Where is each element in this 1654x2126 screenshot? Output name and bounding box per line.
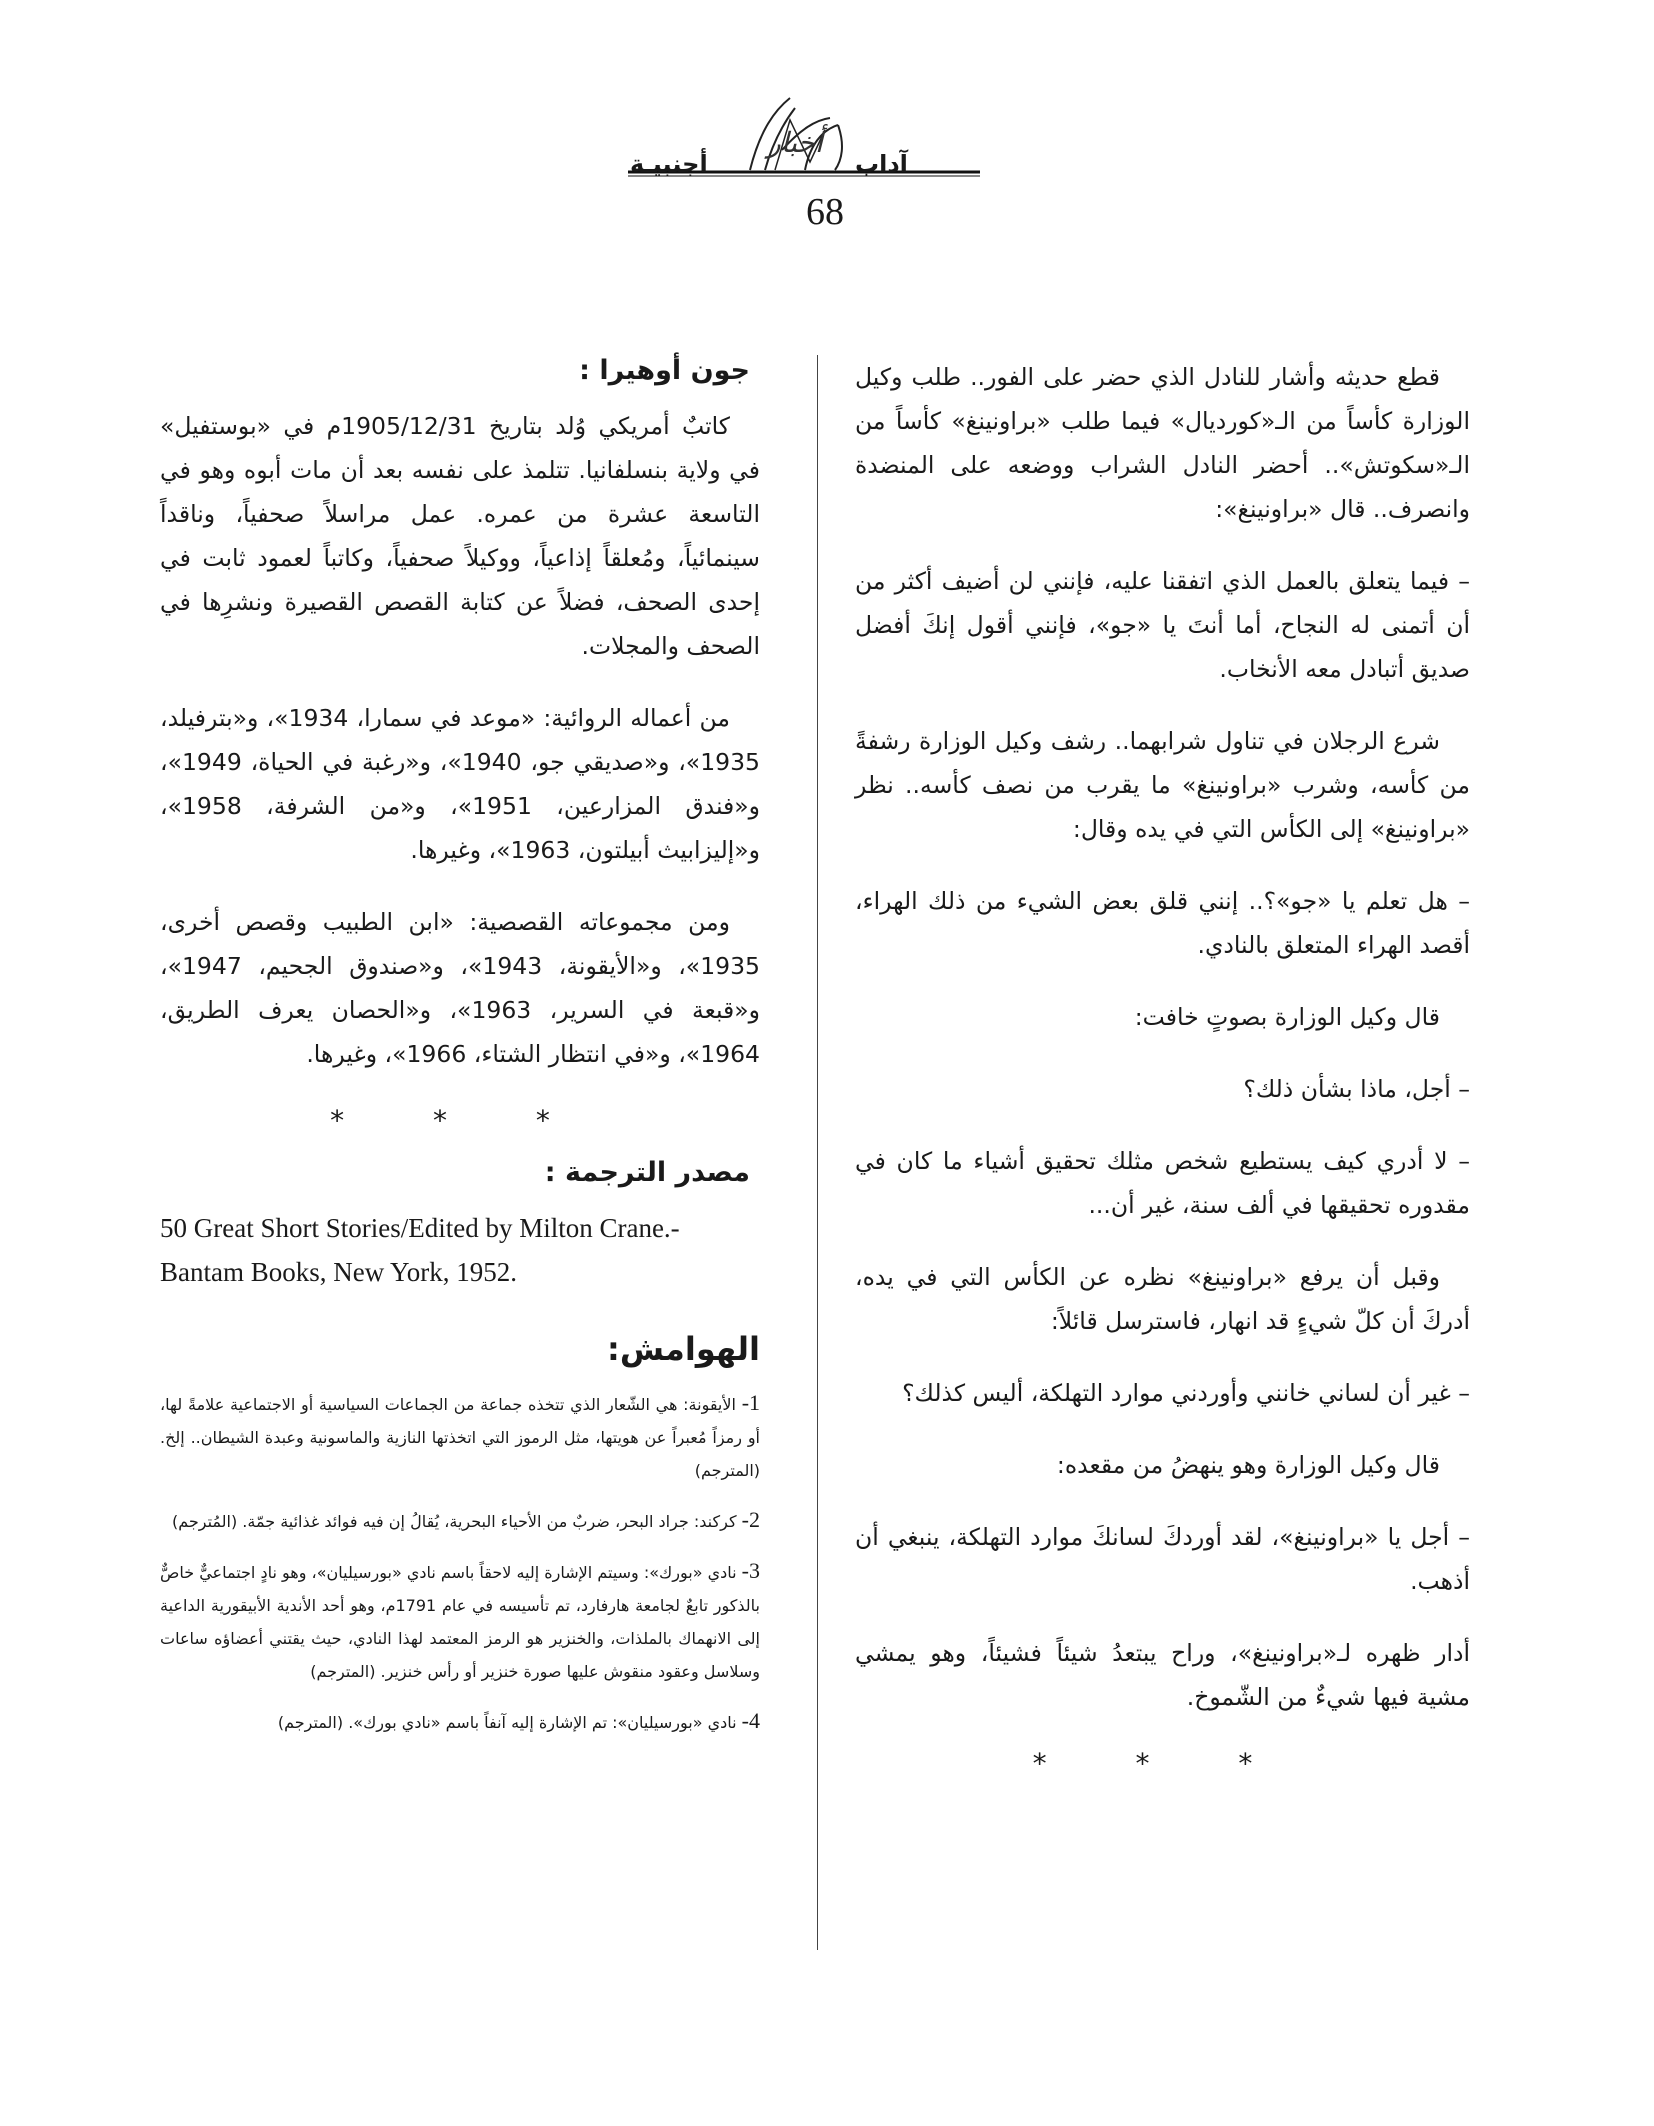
akhbar-logo-icon bbox=[600, 90, 1000, 270]
bio-paragraph: كاتبٌ أمريكي وُلد بتاريخ 1905/12/31م في «بوستفيل» في ولاية بنسلفانيا. تتلمذ على نفسه بعد أن مات أبوه وهو في التاسعة عشرة من عمره. عمل مراسلاً صحفياً، وناقداً سينمائياً، ومُعلقاً إذاعياً، ووكيلاً صحفياً، وكاتباً لعمود ثابت في إحدى الصحف، فضلاً عن كتابة القصص القصيرة ونشرِها في الصحف والمجلات. bbox=[160, 412, 760, 660]
footnote-text: نادي «بورسيليان»: تم الإشارة إليه آنفاً باسم «نادي بورك». (المترجم) bbox=[277, 1713, 737, 1732]
story-paragraph: قال وكيل الوزارة وهو ينهضُ من مقعده: bbox=[1056, 1451, 1440, 1479]
story-paragraph: – لا أدري كيف يستطيع شخص مثلك تحقيق أشياء ما كان في مقدوره تحقيقها في ألف سنة، غير أن... bbox=[855, 1147, 1470, 1219]
story-paragraph: – أجل، ماذا بشأن ذلك؟ bbox=[1243, 1075, 1470, 1103]
story-paragraph: شرع الرجلان في تناول شرابهما.. رشف وكيل الوزارة رشفةً من كأسه، وشرب «براونينغ» ما يقرب من نصف كأسه.. نظر «براونينغ» إلى الكأس التي في يده وقال: bbox=[855, 727, 1470, 843]
footnote-number: 2- bbox=[741, 1507, 760, 1532]
footnote bbox=[160, 1554, 760, 1688]
story-paragraph: – أجل يا «براونينغ»، لقد أوردكَ لسانكَ موارد التهلكة، ينبغي أن أذهب. bbox=[855, 1523, 1470, 1595]
source-citation: 50 Great Short Stories/Edited by Milton Crane.- Bantam Books, New York, 1952. bbox=[160, 1213, 680, 1287]
section-break-stars: * * * bbox=[330, 1104, 590, 1137]
page-number: 68 bbox=[806, 191, 844, 233]
page-header bbox=[600, 90, 1000, 270]
author-column bbox=[160, 355, 760, 1755]
bio-paragraph: من أعماله الروائية: «موعد في سمارا، 1934»، و«بترفيلد، 1935»، و«صديقي جو، 1940»، و«رغبة في الحياة، 1949»، و«فندق المزارعين، 1951»، و«من الشرفة، 1958»، و«إليزابيث أبيلتون، 1963»، وغيرها. bbox=[160, 704, 760, 864]
source-heading: مصدر الترجمة : bbox=[544, 1157, 750, 1188]
footnote bbox=[160, 1386, 760, 1487]
story-paragraph: قال وكيل الوزارة بصوتٍ خافت: bbox=[1134, 1003, 1440, 1031]
story-paragraph: وقبل أن يرفع «براونينغ» نظره عن الكأس التي في يده، أدركَ أن كلّ شيءٍ قد انهار، فاسترسل قائلاً: bbox=[855, 1263, 1470, 1335]
story-paragraph: قطع حديثه وأشار للنادل الذي حضر على الفور.. طلب وكيل الوزارة كأساً من الـ«كورديال» فيما طلب «براونينغ» كأساً من الـ«سكوتش».. أحضر النادل الشراب ووضعه على المنضدة وانصرف.. قال «براونينغ»: bbox=[855, 363, 1470, 523]
section-break-stars: * * * bbox=[1032, 1747, 1293, 1780]
bio-heading: جون أوهيرا : bbox=[579, 355, 750, 386]
story-paragraph: أدار ظهره لـ«براونينغ»، وراح يبتعدُ شيئاً فشيئاً، وهو يمشي مشية فيها شيءٌ من الشّموخ. bbox=[855, 1639, 1470, 1711]
story-column bbox=[855, 355, 1470, 1800]
footnote-text: نادي «بورك»: وسيتم الإشارة إليه لاحقاً باسم نادي «بورسيليان»، وهو نادٍ اجتماعيٌّ خاصٌّ بالذكور تابعٌ لجامعة هارفارد، تم تأسيسه في عام 1791م، وهو أحد الأندية الأبيقورية الداعية إلى الانهماك بالملذات، والخنزير هو الرمز المعتمد لهذا النادي، حيث يقتني أعضاؤه ساعات وسلاسل وعقود منقوش عليها صورة خنزير أو رأس خنزير. (المترجم) bbox=[160, 1563, 760, 1681]
story-paragraph: – هل تعلم يا «جو»؟.. إنني قلق بعض الشيء من ذلك الهراء، أقصد الهراء المتعلق بالنادي. bbox=[855, 887, 1470, 959]
section-label-adab: آداب bbox=[855, 150, 908, 178]
footnote-number: 4- bbox=[741, 1708, 760, 1733]
footnote-number: 1- bbox=[741, 1390, 761, 1415]
footnote-number: 3- bbox=[741, 1558, 760, 1583]
bio-paragraph: ومن مجموعاته القصصية: «ابن الطبيب وقصص أخرى، 1935»، و«الأيقونة، 1943»، و«صندوق الجحيم، 1947»، و«قبعة في السرير، 1963»، و«الحصان يعرف الطريق، 1964»، و«في انتظار الشتاء، 1966»، وغيرها. bbox=[160, 908, 760, 1068]
column-divider bbox=[817, 355, 818, 1950]
svg-text:أخبار: أخبار bbox=[767, 126, 823, 159]
footnote-text: الأيقونة: هي الشّعار الذي تتخذه جماعة من الجماعات السياسية أو الاجتماعية علامةً لها، أو رمزاً مُعبراً عن هويتها، مثل الرموز التي اتخذتها النازية والماسونية وعبدة الشيطان.. إلخ. (المترجم) bbox=[160, 1395, 760, 1480]
footnote bbox=[160, 1704, 760, 1739]
footnote bbox=[160, 1503, 760, 1538]
story-paragraph: – غير أن لساني خانني وأوردني موارد التهلكة، أليس كذلك؟ bbox=[902, 1379, 1470, 1407]
story-paragraph: – فيما يتعلق بالعمل الذي اتفقنا عليه، فإنني لن أضيف أكثر من أن أتمنى له النجاح، أما أنتَ يا «جو»، فإنني أقول إنكَ أفضل صديق أتبادل معه الأنخاب. bbox=[855, 567, 1470, 683]
footnote-text: كركند: جراد البحر، ضربٌ من الأحياء البحرية، يُقالُ إن فيه فوائد غذائية جمّة. (المُترجم) bbox=[171, 1512, 737, 1531]
section-label-foreign: أجنبيـة bbox=[630, 150, 708, 178]
notes-heading: الهوامش: bbox=[607, 1330, 760, 1368]
